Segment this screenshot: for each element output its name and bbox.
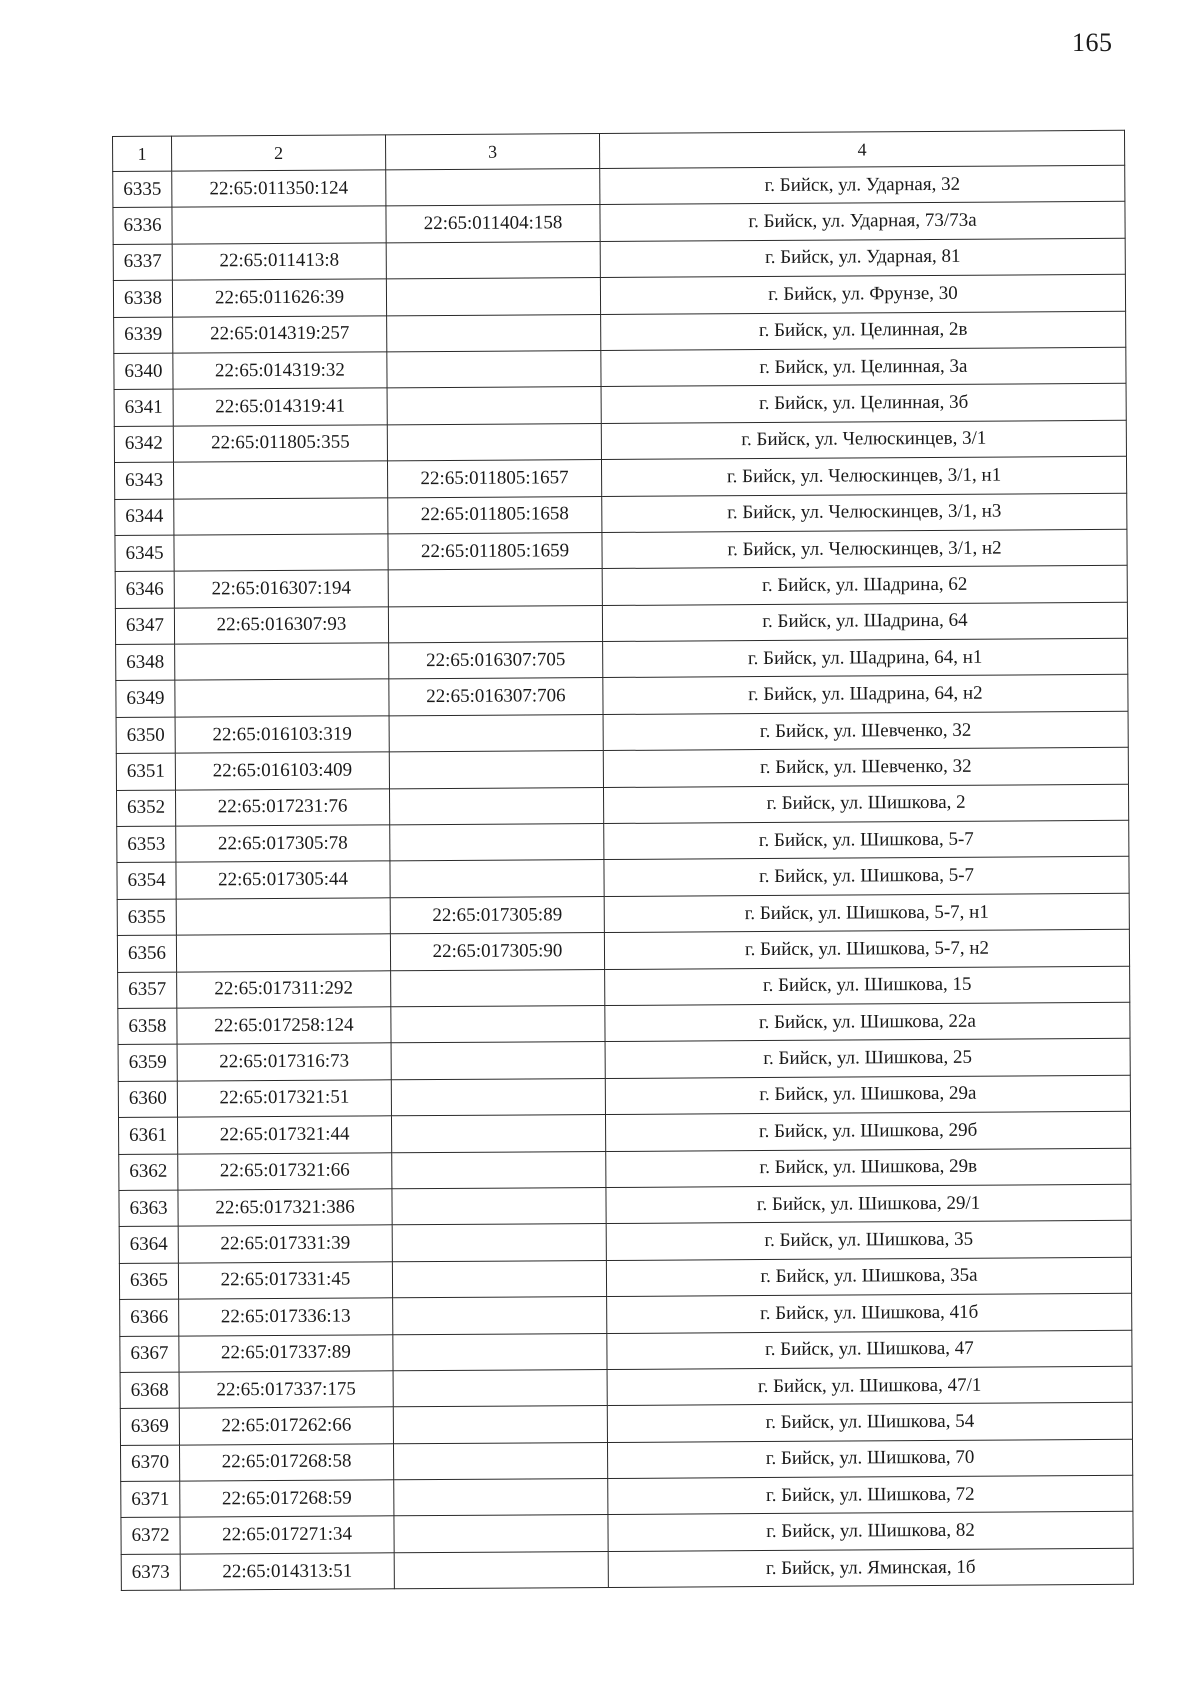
table-row (118, 966, 1130, 1009)
row-number-cell: 6368 (120, 1372, 179, 1409)
table-row (121, 1512, 1133, 1555)
table-row (113, 238, 1125, 281)
cadastral-number-col2-cell: 22:65:016103:319 (175, 716, 389, 754)
cadastral-number-col2-cell (176, 934, 390, 972)
table-row (121, 1548, 1133, 1591)
cadastral-number-col3-cell (394, 1551, 608, 1589)
cadastral-number-col3-cell (386, 169, 600, 207)
address-cell: г. Бийск, ул. Шадрина, 64, н2 (603, 675, 1128, 715)
cadastral-number-col2-cell: 22:65:017331:45 (178, 1262, 392, 1300)
address-cell: г. Бийск, ул. Челюскинцев, 3/1 (601, 420, 1126, 460)
cadastral-number-col2-cell: 22:65:017337:175 (179, 1371, 393, 1409)
address-cell: г. Бийск, ул. Шишкова, 82 (608, 1512, 1133, 1552)
page-number: 165 (1072, 28, 1113, 57)
table-row (117, 857, 1129, 900)
cadastral-number-col2-cell: 22:65:011626:39 (172, 279, 386, 317)
cadastral-number-col2-cell: 22:65:017271:34 (180, 1516, 394, 1554)
cadastral-number-col2-cell: 22:65:017331:39 (178, 1225, 392, 1263)
address-cell: г. Бийск, ул. Шадрина, 64, н1 (603, 638, 1128, 678)
table-row (114, 420, 1126, 463)
table-body (113, 165, 1134, 1590)
row-number-cell: 6367 (120, 1336, 179, 1373)
table-row (117, 930, 1129, 973)
row-number-cell: 6363 (119, 1190, 178, 1227)
address-cell: г. Бийск, ул. Шишкова, 47/1 (607, 1366, 1132, 1406)
address-cell: г. Бийск, ул. Шевченко, 32 (603, 711, 1128, 751)
cadastral-number-col3-cell: 22:65:011805:1658 (388, 496, 602, 534)
address-cell: г. Бийск, ул. Шишкова, 29а (605, 1075, 1130, 1115)
cadastral-number-col3-cell (391, 1042, 605, 1080)
table-row (118, 1111, 1130, 1154)
row-number-cell: 6373 (121, 1554, 180, 1591)
cadastral-number-col2-cell: 22:65:016307:194 (174, 570, 388, 608)
table-row (120, 1330, 1132, 1373)
row-number-cell: 6370 (120, 1445, 179, 1482)
table-row (119, 1221, 1131, 1264)
cadastral-number-col2-cell: 22:65:016307:93 (174, 607, 388, 645)
row-number-cell: 6339 (114, 317, 173, 354)
address-cell: г. Бийск, ул. Шишкова, 2 (603, 784, 1128, 824)
cadastral-number-col3-cell: 22:65:016307:706 (389, 678, 603, 716)
table-row (118, 1075, 1130, 1118)
cadastral-number-col2-cell: 22:65:017305:78 (176, 825, 390, 863)
cadastral-number-col3-cell (391, 1115, 605, 1153)
cadastral-number-col2-cell: 22:65:017262:66 (179, 1407, 393, 1445)
cadastral-number-col3-cell (387, 314, 601, 352)
address-cell: г. Бийск, ул. Шишкова, 70 (607, 1439, 1132, 1479)
row-number-cell: 6369 (120, 1408, 179, 1445)
address-cell: г. Бийск, ул. Шишкова, 35 (606, 1221, 1131, 1261)
row-number-cell: 6352 (116, 790, 175, 827)
row-number-cell: 6361 (118, 1117, 177, 1154)
cadastral-number-col2-cell: 22:65:017321:386 (178, 1189, 392, 1227)
table-row (114, 456, 1126, 499)
cadastral-number-col3-cell (392, 1151, 606, 1189)
row-number-cell: 6341 (114, 389, 173, 426)
cadastral-number-col2-cell: 22:65:017321:44 (177, 1116, 391, 1154)
cadastral-number-col3-cell (392, 1224, 606, 1262)
cadastral-number-col3-cell (393, 1369, 607, 1407)
row-number-cell: 6344 (115, 499, 174, 536)
header-col-2: 2 (172, 135, 386, 171)
table-row (116, 711, 1128, 754)
cadastral-number-col3-cell: 22:65:017305:89 (390, 896, 604, 934)
table-row (113, 202, 1125, 245)
cadastral-number-col3-cell (388, 569, 602, 607)
address-cell: г. Бийск, ул. Шишкова, 29/1 (606, 1184, 1131, 1224)
row-number-cell: 6355 (117, 899, 176, 936)
row-number-cell: 6347 (115, 608, 174, 645)
cadastral-number-col2-cell: 22:65:017311:292 (177, 970, 391, 1008)
cadastral-number-col2-cell: 22:65:016103:409 (175, 752, 389, 790)
address-cell: г. Бийск, ул. Шишкова, 35а (606, 1257, 1131, 1297)
registry-table (112, 130, 1134, 1591)
table-row (120, 1293, 1132, 1336)
table-row (118, 1002, 1130, 1045)
cadastral-number-col3-cell: 22:65:011404:158 (386, 205, 600, 243)
row-number-cell: 6338 (113, 280, 172, 317)
cadastral-number-col2-cell: 22:65:014319:41 (173, 388, 387, 426)
cadastral-number-col2-cell (175, 679, 389, 717)
cadastral-number-col3-cell (393, 1406, 607, 1444)
cadastral-number-col3-cell (392, 1260, 606, 1298)
row-number-cell: 6364 (119, 1226, 178, 1263)
address-cell: г. Бийск, ул. Шишкова, 15 (605, 966, 1130, 1006)
cadastral-number-col3-cell (387, 423, 601, 461)
row-number-cell: 6349 (116, 681, 175, 718)
cadastral-number-col3-cell (390, 860, 604, 898)
row-number-cell: 6346 (115, 571, 174, 608)
cadastral-number-col2-cell: 22:65:011350:124 (172, 170, 386, 208)
cadastral-number-col2-cell: 22:65:014313:51 (180, 1553, 394, 1591)
row-number-cell: 6365 (119, 1263, 178, 1300)
table-row (114, 311, 1126, 354)
address-cell: г. Бийск, ул. Шишкова, 41б (607, 1293, 1132, 1333)
cadastral-number-col3-cell (391, 1005, 605, 1043)
row-number-cell: 6354 (117, 863, 176, 900)
table-row (115, 566, 1127, 609)
table-row (114, 384, 1126, 427)
address-cell: г. Бийск, ул. Ударная, 81 (600, 238, 1125, 278)
table-row (120, 1403, 1132, 1446)
table-row (120, 1366, 1132, 1409)
cadastral-number-col2-cell (176, 898, 390, 936)
address-cell: г. Бийск, ул. Ударная, 73/73а (600, 202, 1125, 242)
address-cell: г. Бийск, ул. Ударная, 32 (600, 165, 1125, 205)
row-number-cell: 6348 (116, 644, 175, 681)
cadastral-number-col2-cell: 22:65:017321:66 (178, 1152, 392, 1190)
address-cell: г. Бийск, ул. Шевченко, 32 (603, 748, 1128, 788)
table-row (115, 529, 1127, 572)
row-number-cell: 6340 (114, 353, 173, 390)
row-number-cell: 6350 (116, 717, 175, 754)
address-cell: г. Бийск, ул. Шишкова, 29б (605, 1111, 1130, 1151)
address-cell: г. Бийск, ул. Шишкова, 5-7, н1 (604, 893, 1129, 933)
address-cell: г. Бийск, ул. Шишкова, 72 (608, 1475, 1133, 1515)
table-row (113, 165, 1125, 208)
cadastral-number-col3-cell (391, 969, 605, 1007)
cadastral-number-col3-cell: 22:65:011805:1657 (387, 460, 601, 498)
row-number-cell: 6342 (114, 426, 173, 463)
address-cell: г. Бийск, ул. Шадрина, 64 (602, 602, 1127, 642)
address-cell: г. Бийск, ул. Шишкова, 25 (605, 1039, 1130, 1079)
cadastral-number-col3-cell (392, 1187, 606, 1225)
cadastral-number-col3-cell (388, 605, 602, 643)
table-row (114, 347, 1126, 390)
cadastral-number-col2-cell (174, 534, 388, 572)
cadastral-number-col3-cell: 22:65:017305:90 (390, 933, 604, 971)
cadastral-number-col3-cell (387, 387, 601, 425)
row-number-cell: 6353 (117, 826, 176, 863)
table-row (119, 1257, 1131, 1300)
header-col-4: 4 (599, 130, 1124, 168)
address-cell: г. Бийск, ул. Шишкова, 29в (606, 1148, 1131, 1188)
table-row (115, 493, 1127, 536)
cadastral-number-col3-cell (389, 787, 603, 825)
cadastral-number-col3-cell (391, 1078, 605, 1116)
cadastral-number-col2-cell (175, 643, 389, 681)
row-number-cell: 6335 (113, 171, 172, 208)
address-cell: г. Бийск, ул. Яминская, 1б (608, 1548, 1133, 1588)
cadastral-number-col3-cell: 22:65:011805:1659 (388, 532, 602, 570)
cadastral-number-col3-cell (394, 1515, 608, 1553)
address-cell: г. Бийск, ул. Шишкова, 22а (605, 1002, 1130, 1042)
cadastral-number-col2-cell (174, 497, 388, 535)
cadastral-number-col2-cell: 22:65:017258:124 (177, 1007, 391, 1045)
row-number-cell: 6357 (118, 972, 177, 1009)
cadastral-number-col2-cell: 22:65:014319:32 (173, 352, 387, 390)
cadastral-number-col2-cell: 22:65:017268:58 (179, 1443, 393, 1481)
cadastral-number-col3-cell (394, 1479, 608, 1517)
address-cell: г. Бийск, ул. Челюскинцев, 3/1, н2 (602, 529, 1127, 569)
table-row (120, 1439, 1132, 1482)
cadastral-number-col3-cell (387, 350, 601, 388)
registry-table-wrapper (112, 130, 1133, 1591)
row-number-cell: 6343 (114, 462, 173, 499)
address-cell: г. Бийск, ул. Шишкова, 47 (607, 1330, 1132, 1370)
cadastral-number-col2-cell: 22:65:017268:59 (180, 1480, 394, 1518)
address-cell: г. Бийск, ул. Шишкова, 5-7 (604, 857, 1129, 897)
cadastral-number-col2-cell: 22:65:017305:44 (176, 861, 390, 899)
row-number-cell: 6358 (118, 1008, 177, 1045)
table-row (119, 1184, 1131, 1227)
address-cell: г. Бийск, ул. Шишкова, 5-7, н2 (604, 930, 1129, 970)
row-number-cell: 6371 (121, 1481, 180, 1518)
row-number-cell: 6351 (116, 753, 175, 790)
cadastral-number-col2-cell: 22:65:017337:89 (179, 1334, 393, 1372)
table-row (116, 748, 1128, 791)
header-col-3: 3 (385, 134, 599, 170)
cadastral-number-col2-cell: 22:65:017231:76 (175, 788, 389, 826)
row-number-cell: 6362 (119, 1154, 178, 1191)
cadastral-number-col3-cell: 22:65:016307:705 (389, 642, 603, 680)
cadastral-number-col2-cell: 22:65:017336:13 (179, 1298, 393, 1336)
cadastral-number-col2-cell: 22:65:014319:257 (173, 315, 387, 353)
cadastral-number-col3-cell (386, 241, 600, 279)
cadastral-number-col3-cell (393, 1333, 607, 1371)
table-row (117, 820, 1129, 863)
table-row (119, 1148, 1131, 1191)
cadastral-number-col3-cell (390, 824, 604, 862)
header-col-1: 1 (113, 136, 172, 171)
row-number-cell: 6345 (115, 535, 174, 572)
cadastral-number-col3-cell (393, 1297, 607, 1335)
cadastral-number-col2-cell: 22:65:011413:8 (172, 243, 386, 281)
address-cell: г. Бийск, ул. Шишкова, 5-7 (604, 820, 1129, 860)
row-number-cell: 6372 (121, 1518, 180, 1555)
row-number-cell: 6366 (120, 1299, 179, 1336)
cadastral-number-col3-cell (389, 714, 603, 752)
address-cell: г. Бийск, ул. Челюскинцев, 3/1, н3 (602, 493, 1127, 533)
address-cell: г. Бийск, ул. Челюскинцев, 3/1, н1 (601, 456, 1126, 496)
cadastral-number-col3-cell (393, 1442, 607, 1480)
cadastral-number-col2-cell: 22:65:017321:51 (177, 1080, 391, 1118)
address-cell: г. Бийск, ул. Шадрина, 62 (602, 566, 1127, 606)
address-cell: г. Бийск, ул. Фрунзе, 30 (600, 274, 1125, 314)
address-cell: г. Бийск, ул. Целинная, 2в (601, 311, 1126, 351)
cadastral-number-col2-cell: 22:65:017316:73 (177, 1043, 391, 1081)
table-row (118, 1039, 1130, 1082)
table-row (116, 784, 1128, 827)
row-number-cell: 6336 (113, 208, 172, 245)
table-row (116, 638, 1128, 681)
table-row (115, 602, 1127, 645)
table-row (121, 1475, 1133, 1518)
row-number-cell: 6356 (117, 935, 176, 972)
cadastral-number-col2-cell: 22:65:011805:355 (173, 425, 387, 463)
row-number-cell: 6337 (113, 244, 172, 281)
cadastral-number-col2-cell (173, 461, 387, 499)
row-number-cell: 6359 (118, 1044, 177, 1081)
address-cell: г. Бийск, ул. Целинная, 3а (601, 347, 1126, 387)
cadastral-number-col2-cell (172, 206, 386, 244)
table-row (113, 274, 1125, 317)
address-cell: г. Бийск, ул. Целинная, 3б (601, 384, 1126, 424)
table-row (116, 675, 1128, 718)
address-cell: г. Бийск, ул. Шишкова, 54 (607, 1403, 1132, 1443)
cadastral-number-col3-cell (389, 751, 603, 789)
row-number-cell: 6360 (118, 1081, 177, 1118)
table-row (117, 893, 1129, 936)
cadastral-number-col3-cell (386, 278, 600, 316)
